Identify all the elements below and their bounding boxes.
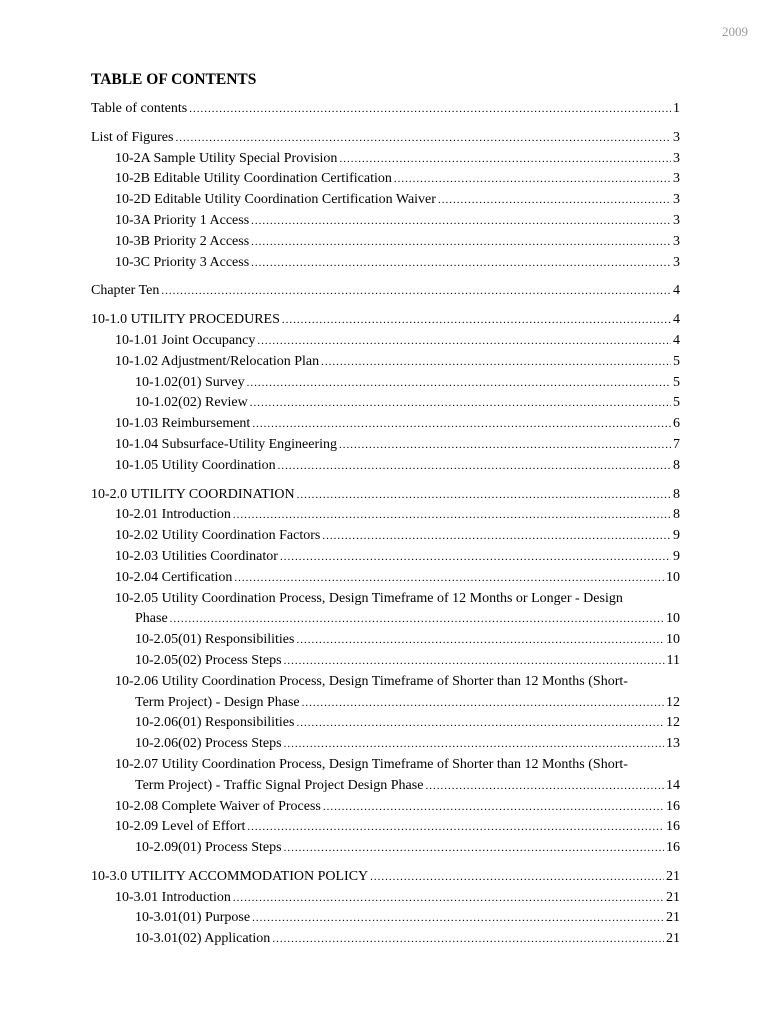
dot-leader xyxy=(247,373,671,394)
dot-leader xyxy=(339,149,671,170)
toc-entry-page: 10 xyxy=(666,632,680,648)
toc-entry-page: 3 xyxy=(673,233,680,249)
toc-entry-label: 10-2.08 Complete Waiver of Process xyxy=(115,798,321,814)
toc-entry-10-1-05[interactable] xyxy=(91,456,680,477)
toc-entry-10-3-01[interactable] xyxy=(91,888,680,909)
toc-entry-label: Table of contents xyxy=(91,101,188,116)
toc-entry-page: 9 xyxy=(673,528,680,544)
toc-entry-page: 9 xyxy=(673,548,680,564)
toc-entry-continuation xyxy=(91,609,680,630)
dot-leader xyxy=(278,456,671,477)
dot-leader xyxy=(252,908,664,929)
toc-entry-label: 10-1.01 Joint Occupancy xyxy=(115,332,256,348)
toc-entry-page: 8 xyxy=(673,457,680,473)
dot-leader xyxy=(247,817,664,838)
toc-entry-10-3-01-02[interactable] xyxy=(91,929,680,950)
dot-leader xyxy=(282,310,671,331)
toc-entry-label: Chapter Ten xyxy=(91,283,160,299)
toc-entry-figure-10-3c[interactable] xyxy=(91,253,680,274)
toc-entry-label: 10-1.05 Utility Coordination xyxy=(115,457,276,473)
toc-entry-10-3-01-01[interactable] xyxy=(91,908,680,929)
toc-entry-page: 4 xyxy=(673,283,680,299)
toc-entry-label: 10-1.02(02) Review xyxy=(135,395,248,411)
toc-entry-10-1-02-01[interactable] xyxy=(91,373,680,394)
dot-leader xyxy=(252,414,671,435)
dot-leader xyxy=(257,331,671,352)
toc-entry-label-line1: 10-2.07 Utility Coordination Process, Design Timeframe of Shorter than 12 Months (Short- xyxy=(115,756,628,772)
toc-entry-page: 3 xyxy=(673,254,680,270)
toc-entry-label: 10-2.09 Level of Effort xyxy=(115,819,246,835)
toc-entry-10-2-09[interactable] xyxy=(91,817,680,838)
dot-leader xyxy=(322,526,671,547)
toc-entry-label: 10-2.09(01) Process Steps xyxy=(135,840,282,856)
toc-entry-10-2-02[interactable] xyxy=(91,526,680,547)
dot-leader xyxy=(302,693,664,714)
toc-entry-10-1-01[interactable] xyxy=(91,331,680,352)
dot-leader xyxy=(284,651,665,672)
toc-entry-page: 4 xyxy=(673,332,680,348)
toc-entry-10-2-06[interactable] xyxy=(91,672,680,714)
toc-entry-label: 10-3.0 UTILITY ACCOMMODATION POLICY xyxy=(91,868,369,884)
toc-entry-10-2-09-01[interactable] xyxy=(91,838,680,859)
toc-entry-figure-10-2d[interactable] xyxy=(91,190,680,211)
dot-leader xyxy=(251,211,671,232)
toc-entry-label: 10-3A Priority 1 Access xyxy=(115,212,250,228)
toc-entry-10-2-06-02[interactable] xyxy=(91,734,680,755)
toc-entry-10-1-02-02[interactable] xyxy=(91,393,680,414)
toc-entry-label-line2: Phase xyxy=(135,611,168,627)
toc-entry-label: 10-2D Editable Utility Coordination Certification Waiver xyxy=(115,192,436,208)
toc-entry-label: 10-2.03 Utilities Coordinator xyxy=(115,548,278,564)
toc-entry-label: 10-1.04 Subsurface-Utility Engineering xyxy=(115,436,338,452)
toc-entry-page: 3 xyxy=(673,129,680,145)
toc-entry-figure-10-2a[interactable] xyxy=(91,149,680,170)
toc-entry-page: 6 xyxy=(673,416,680,432)
toc-entry-label: 10-2B Editable Utility Coordination Certification xyxy=(115,171,392,187)
toc-entry-figure-10-3b[interactable] xyxy=(91,232,680,253)
toc-entry-label: 10-3B Priority 2 Access xyxy=(115,233,250,249)
toc-entry-continuation xyxy=(91,693,680,714)
toc-entry-label: 10-3.01(02) Application xyxy=(135,931,271,947)
toc-entry-table-of-contents[interactable] xyxy=(91,99,680,120)
toc-entry-page: 3 xyxy=(673,171,680,187)
toc-entry-label: 10-2.06(01) Responsibilities xyxy=(135,715,295,731)
toc-entry-page: 16 xyxy=(666,798,680,814)
toc-entry-label: 10-2.04 Certification xyxy=(115,569,233,585)
page-year: 2009 xyxy=(722,24,748,39)
toc-entry-10-2-05-02[interactable] xyxy=(91,651,680,672)
toc-entry-label: 10-1.0 UTILITY PROCEDURES xyxy=(91,312,280,328)
toc-entry-page: 5 xyxy=(673,353,680,369)
toc-entry-label: 10-3.01(01) Purpose xyxy=(135,910,251,926)
toc-entry-label: 10-2.0 UTILITY COORDINATION xyxy=(91,486,295,502)
dot-leader xyxy=(438,190,671,211)
toc-entry-continuation xyxy=(91,776,680,797)
toc-entry-10-1-03[interactable] xyxy=(91,414,680,435)
toc-entry-label: 10-3C Priority 3 Access xyxy=(115,254,250,270)
toc-entry-10-2-01[interactable] xyxy=(91,505,680,526)
table-of-contents xyxy=(91,99,680,950)
dot-leader xyxy=(233,505,671,526)
toc-entry-page: 11 xyxy=(666,652,680,668)
toc-entry-10-2-08[interactable] xyxy=(91,797,680,818)
toc-entry-label: 10-1.02(01) Survey xyxy=(135,374,245,390)
toc-entry-page: 10 xyxy=(666,611,680,627)
toc-entry-chapter-ten[interactable] xyxy=(91,281,680,302)
toc-entry-page: 10 xyxy=(666,569,680,585)
dot-leader xyxy=(284,734,664,755)
toc-title: TABLE OF CONTENTS xyxy=(91,71,257,88)
dot-leader xyxy=(280,547,671,568)
toc-entry-10-2-0[interactable] xyxy=(91,485,680,506)
dot-leader xyxy=(339,435,671,456)
toc-entry-page: 12 xyxy=(666,694,680,710)
toc-entry-10-1-0[interactable] xyxy=(91,310,680,331)
toc-entry-page: 5 xyxy=(673,374,680,390)
toc-entry-list-of-figures[interactable] xyxy=(91,128,680,149)
toc-entry-figure-10-3a[interactable] xyxy=(91,211,680,232)
toc-entry-10-2-04[interactable] xyxy=(91,568,680,589)
toc-entry-page: 16 xyxy=(666,819,680,835)
toc-entry-page: 3 xyxy=(673,212,680,228)
toc-entry-10-3-0[interactable] xyxy=(91,867,680,888)
toc-entry-label: 10-2.05(01) Responsibilities xyxy=(135,632,295,648)
dot-leader xyxy=(296,630,664,651)
toc-entry-page: 14 xyxy=(666,777,680,793)
toc-entry-label-line1: 10-2.05 Utility Coordination Process, Design Timeframe of 12 Months or Longer - Design xyxy=(115,590,623,606)
dot-leader xyxy=(284,838,664,859)
toc-entry-10-2-05-01[interactable] xyxy=(91,630,680,651)
dot-leader xyxy=(394,169,671,190)
toc-entry-page: 21 xyxy=(666,931,680,947)
dot-leader xyxy=(251,232,671,253)
toc-entry-page: 1 xyxy=(673,101,680,116)
toc-entry-page: 8 xyxy=(673,507,680,523)
toc-entry-page: 21 xyxy=(666,910,680,926)
toc-entry-label-line1: 10-2.06 Utility Coordination Process, Design Timeframe of Shorter than 12 Months (Short- xyxy=(115,673,628,689)
toc-entry-10-1-04[interactable] xyxy=(91,435,680,456)
dot-leader xyxy=(321,352,671,373)
dot-leader xyxy=(250,393,671,414)
dot-leader xyxy=(370,867,664,888)
toc-entry-label: 10-2.02 Utility Coordination Factors xyxy=(115,528,321,544)
toc-entry-figure-10-2b[interactable] xyxy=(91,169,680,190)
dot-leader xyxy=(233,888,664,909)
toc-entry-label: 10-2.06(02) Process Steps xyxy=(135,736,282,752)
toc-entry-page: 12 xyxy=(666,715,680,731)
toc-entry-label: 10-2.01 Introduction xyxy=(115,507,231,523)
toc-entry-page: 5 xyxy=(673,395,680,411)
dot-leader xyxy=(175,128,671,149)
dot-leader xyxy=(323,797,664,818)
dot-leader xyxy=(272,929,664,950)
dot-leader xyxy=(234,568,664,589)
dot-leader xyxy=(296,713,664,734)
dot-leader xyxy=(189,99,671,120)
toc-entry-10-2-07[interactable] xyxy=(91,755,680,797)
toc-entry-page: 4 xyxy=(673,312,680,328)
dot-leader xyxy=(297,485,671,506)
toc-entry-10-2-05[interactable] xyxy=(91,589,680,631)
toc-entry-label: List of Figures xyxy=(91,129,174,145)
toc-entry-page: 3 xyxy=(673,192,680,208)
toc-entry-label: 10-2.05(02) Process Steps xyxy=(135,652,282,668)
toc-entry-10-2-03[interactable] xyxy=(91,547,680,568)
dot-leader xyxy=(251,253,671,274)
dot-leader xyxy=(161,281,671,302)
toc-entry-page: 21 xyxy=(666,889,680,905)
dot-leader xyxy=(425,776,664,797)
toc-entry-page: 16 xyxy=(666,840,680,856)
toc-entry-label: 10-1.03 Reimbursement xyxy=(115,416,251,432)
toc-entry-page: 21 xyxy=(666,868,680,884)
toc-entry-label: 10-1.02 Adjustment/Relocation Plan xyxy=(115,353,320,369)
toc-entry-page: 13 xyxy=(666,736,680,752)
toc-entry-label: 10-2A Sample Utility Special Provision xyxy=(115,150,338,166)
toc-entry-10-1-02[interactable] xyxy=(91,352,680,373)
toc-entry-page: 8 xyxy=(673,486,680,502)
toc-entry-page: 3 xyxy=(673,150,680,166)
toc-entry-10-2-06-01[interactable] xyxy=(91,713,680,734)
dot-leader xyxy=(170,609,664,630)
toc-entry-label: 10-3.01 Introduction xyxy=(115,889,231,905)
toc-entry-page: 7 xyxy=(673,436,680,452)
toc-entry-label-line2: Term Project) - Traffic Signal Project Design Phase xyxy=(135,777,424,793)
toc-entry-label-line2: Term Project) - Design Phase xyxy=(135,694,300,710)
